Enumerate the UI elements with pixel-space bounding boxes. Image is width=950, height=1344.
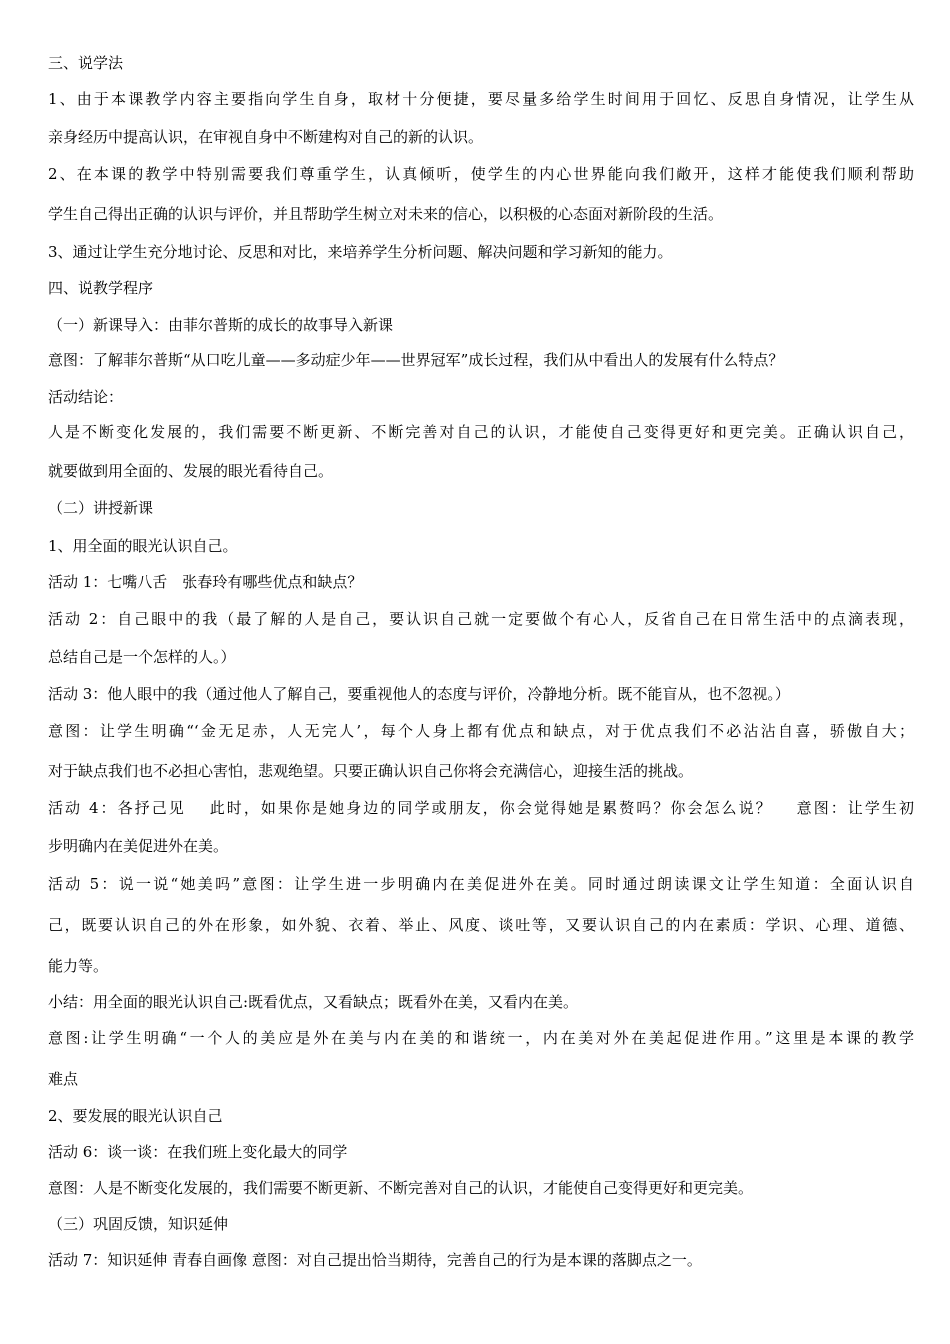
summary-line: 小结：用全面的眼光认识自己:既看优点，又看缺点；既看外在美，又看内在美。 [48, 993, 579, 1011]
paragraph-line: 亲身经历中提高认识，在审视自身中不断建构对自己的新的认识。 [48, 128, 484, 146]
paragraph-line: 1、由于本课教学内容主要指向学生自身，取材十分便捷，要尽量多给学生时间用于回忆、反思自身情况，让学生从 [48, 90, 914, 108]
paragraph-line: 意图：让学生明确“‘金无足赤，人无完人’，每个人身上都有优点和缺点，对于优点我们不必沾沾自喜，骄傲自大； [48, 722, 914, 740]
activity-line: 活动 1：七嘴八舌 张春玲有哪些优点和缺点？ [48, 573, 363, 591]
section-heading: （二）讲授新课 [48, 499, 154, 517]
activity-line: 活动 3：他人眼中的我（通过他人了解自己，要重视他人的态度与评价，冷静地分析。既不能盲从，也不忽视。） [48, 685, 790, 703]
activity-line: 活动 4：各抒己见 此时，如果你是她身边的同学或朋友，你会觉得她是累赘吗？你会怎么说？ 意图：让学生初 [48, 799, 914, 817]
paragraph-line: 意图:让学生明确“一个人的美应是外在美与内在美的和谐统一，内在美对外在美起促进作用。”这里是本课的教学 [48, 1029, 914, 1047]
subheading: 1、用全面的眼光认识自己。 [48, 537, 238, 555]
paragraph-line: 难点 [48, 1070, 79, 1088]
paragraph-line: 意图：了解菲尔普斯“从口吃儿童——多动症少年——世界冠军”成长过程，我们从中看出人的发展有什么特点？ [48, 351, 784, 369]
section-heading: （三）巩固反馈，知识延伸 [48, 1215, 229, 1233]
activity-line: 活动 5：说一说“她美吗”意图：让学生进一步明确内在美促进外在美。同时通过朗读课文让学生知道：全面认识自 [48, 875, 914, 893]
paragraph-line: 2、在本课的教学中特别需要我们尊重学生，认真倾听，使学生的内心世界能向我们敞开，这样才能使我们顺利帮助 [48, 165, 914, 183]
paragraph-line: 对于缺点我们也不必担心害怕，悲观绝望。只要正确认识自己你将会充满信心，迎接生活的挑战。 [48, 762, 694, 780]
heading-learning-methods: 三、说学法 [48, 54, 124, 72]
activity-line: 活动 2：自己眼中的我（最了解的人是自己，要认识自己就一定要做个有心人，反省自己在日常生活中的点滴表现， [48, 610, 914, 628]
paragraph-line: 总结自己是一个怎样的人。） [48, 648, 236, 666]
section-heading: （一）新课导入：由菲尔普斯的成长的故事导入新课 [48, 316, 394, 334]
paragraph-line: 意图：人是不断变化发展的，我们需要不断更新、不断完善对自己的认识，才能使自己变得更好和更完美。 [48, 1179, 754, 1197]
paragraph-line: 步明确内在美促进外在美。 [48, 837, 229, 855]
paragraph-line: 人是不断变化发展的，我们需要不断更新、不断完善对自己的认识，才能使自己变得更好和更完美。正确认识自己， [48, 423, 914, 441]
heading-teaching-procedure: 四、说教学程序 [48, 279, 154, 297]
paragraph-line: 能力等。 [48, 957, 109, 975]
activity-line: 活动 7：知识延伸 青春自画像 意图：对自己提出恰当期待，完善自己的行为是本课的落脚点之一。 [48, 1251, 702, 1269]
paragraph-line: 己，既要认识自己的外在形象，如外貌、衣着、举止、风度、谈吐等，又要认识自己的内在素质：学识、心理、道德、 [48, 916, 914, 934]
activity-line: 活动 6：谈一谈：在我们班上变化最大的同学 [48, 1143, 348, 1161]
paragraph-line: 活动结论： [48, 388, 124, 406]
paragraph-line: 学生自己得出正确的认识与评价，并且帮助学生树立对未来的信心，以积极的心态面对新阶段的生活。 [48, 205, 724, 223]
paragraph-line: 3、通过让学生充分地讨论、反思和对比，来培养学生分析问题、解决问题和学习新知的能力。 [48, 243, 673, 261]
subheading: 2、要发展的眼光认识自己 [48, 1107, 223, 1125]
paragraph-line: 就要做到用全面的、发展的眼光看待自己。 [48, 462, 334, 480]
